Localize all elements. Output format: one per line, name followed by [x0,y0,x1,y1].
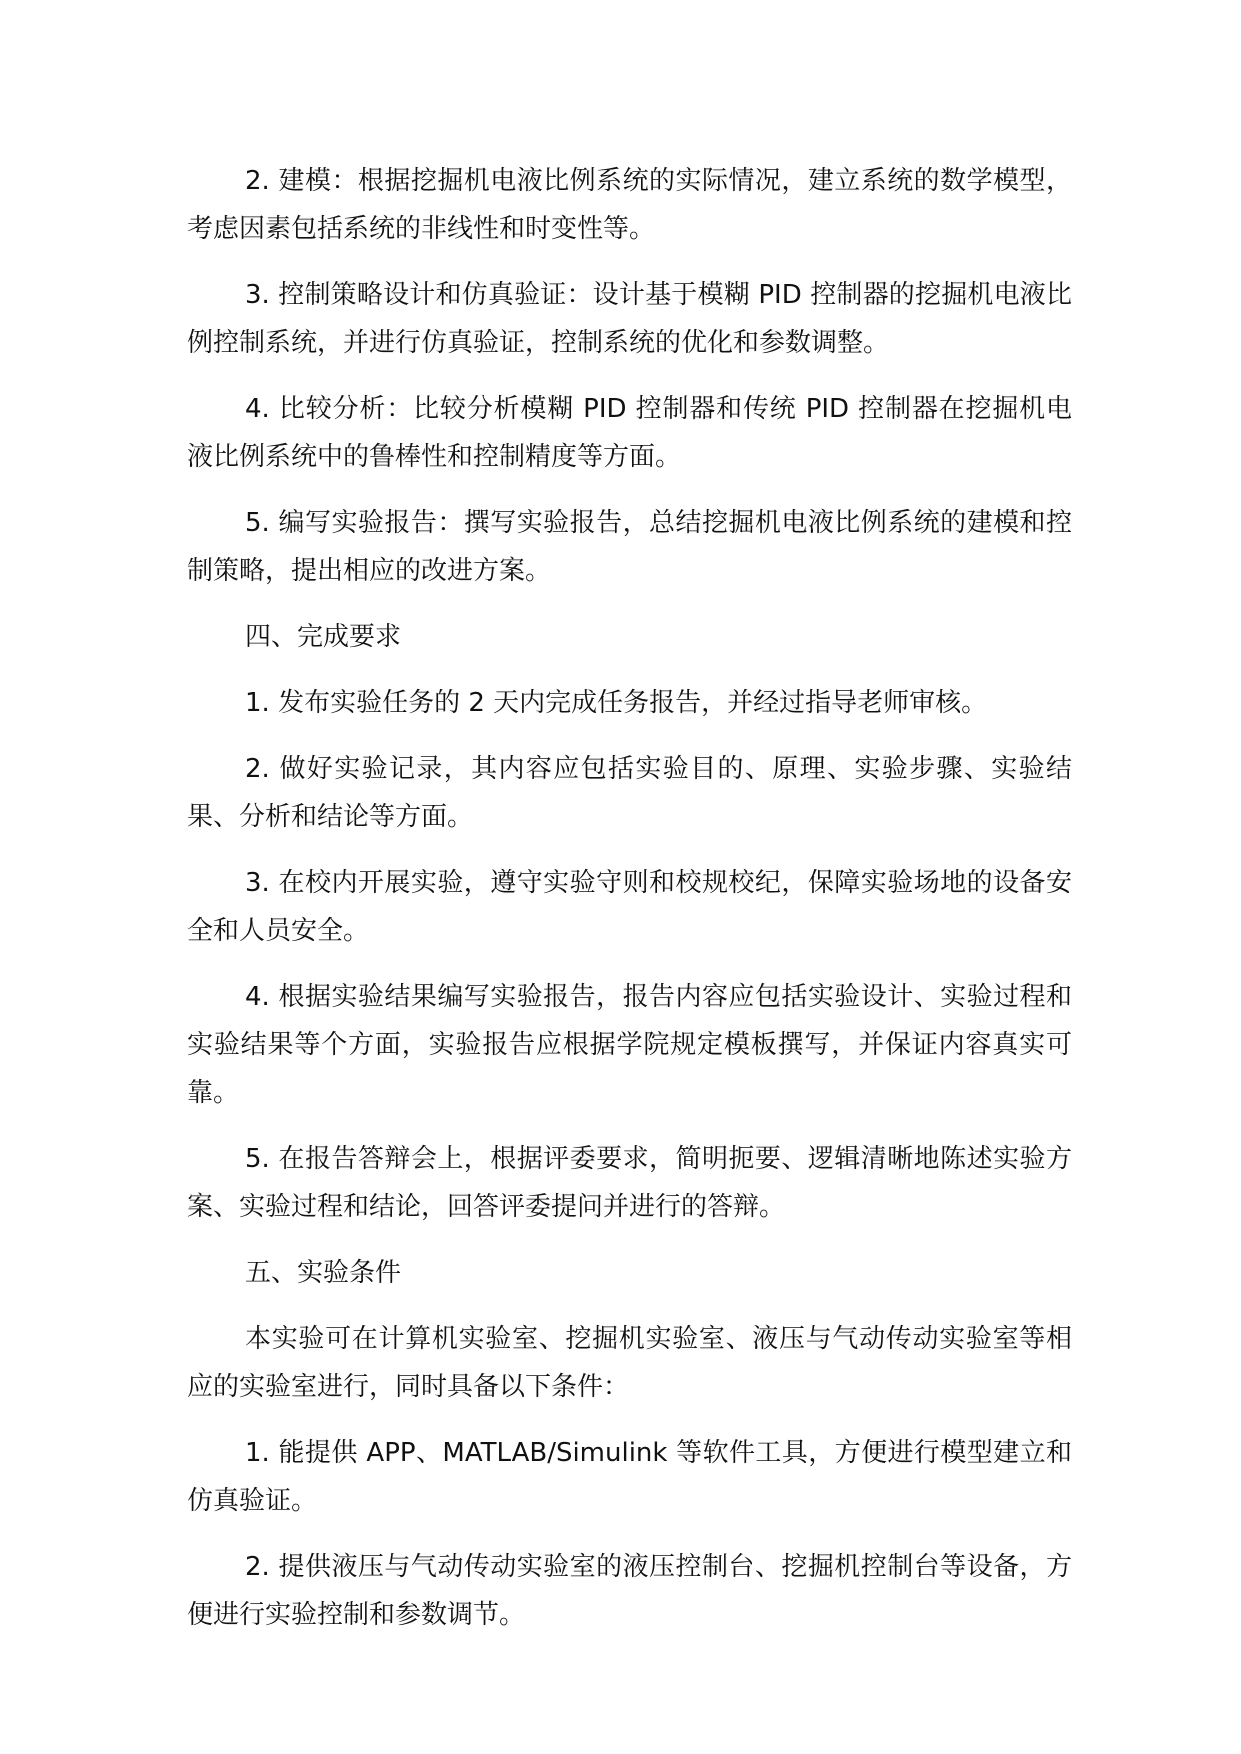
section-heading-conditions: 五、实验条件 [245,1258,402,1288]
paragraph-requirement-1: 1. 发布实验任务的 2 天内完成任务报告，并经过指导老师审核。 [245,688,988,718]
paragraph-condition-2: 2. 提供液压与气动传动实验室的液压控制台、挖掘机控制台等设备，方便进行实验控制和参数调节。 [187,1552,1072,1630]
section-heading-requirements: 四、完成要求 [245,622,402,652]
paragraph-condition-1: 1. 能提供 APP、MATLAB/Simulink 等软件工具，方便进行模型建立和仿真验证。 [187,1438,1072,1516]
paragraph-requirement-3: 3. 在校内开展实验，遵守实验守则和校规校纪，保障实验场地的设备安全和人员安全。 [187,868,1072,946]
paragraph-report-writing: 5. 编写实验报告：撰写实验报告，总结挖掘机电液比例系统的建模和控制策略，提出相应的改进方案。 [187,508,1072,586]
paragraph-conditions-intro: 本实验可在计算机实验室、挖掘机实验室、液压与气动传动实验室等相应的实验室进行，同时具备以下条件： [187,1324,1072,1402]
paragraph-requirement-4: 4. 根据实验结果编写实验报告，报告内容应包括实验设计、实验过程和实验结果等个方面，实验报告应根据学院规定模板撰写，并保证内容真实可靠。 [187,982,1072,1108]
paragraph-requirement-5: 5. 在报告答辩会上，根据评委要求，简明扼要、逻辑清晰地陈述实验方案、实验过程和结论，回答评委提问并进行的答辩。 [187,1144,1072,1222]
document-body [187,157,1072,1657]
paragraph-requirement-2: 2. 做好实验记录，其内容应包括实验目的、原理、实验步骤、实验结果、分析和结论等方面。 [187,754,1072,832]
paragraph-control-strategy: 3. 控制策略设计和仿真验证：设计基于模糊 PID 控制器的挖掘机电液比例控制系统，并进行仿真验证，控制系统的优化和参数调整。 [187,280,1072,358]
paragraph-comparison: 4. 比较分析：比较分析模糊 PID 控制器和传统 PID 控制器在挖掘机电液比例系统中的鲁棒性和控制精度等方面。 [187,394,1072,472]
paragraph-modeling: 2. 建模：根据挖掘机电液比例系统的实际情况，建立系统的数学模型，考虑因素包括系统的非线性和时变性等。 [187,166,1072,244]
